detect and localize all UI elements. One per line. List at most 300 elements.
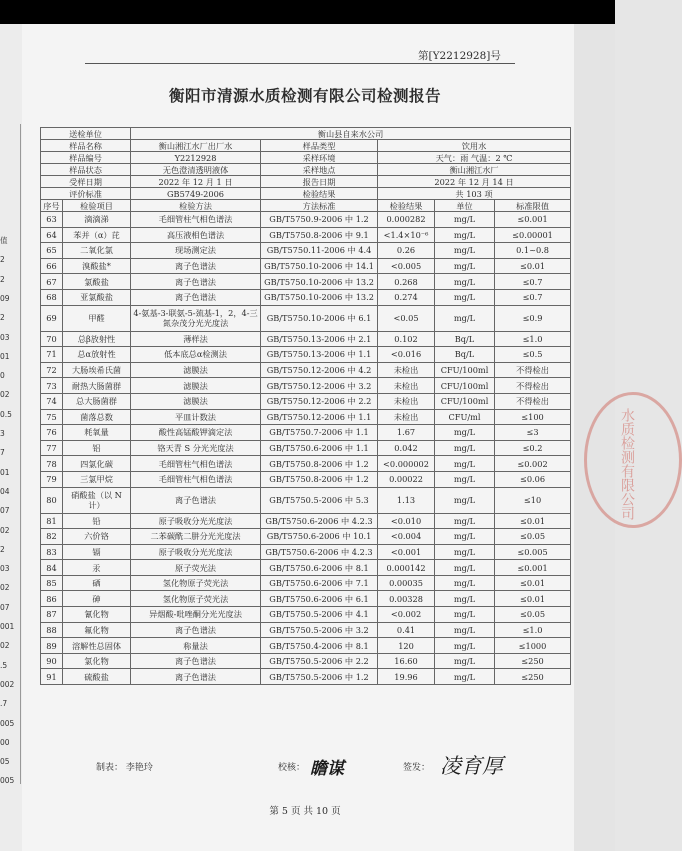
table-cell: 85 — [41, 575, 63, 591]
table-row — [41, 289, 571, 305]
table-cell: ≤250 — [495, 653, 571, 669]
table-cell: GB/T5750.6-2006 中 6.1 — [261, 591, 378, 607]
previous-page-value: 01 — [0, 467, 10, 477]
table-cell: 65 — [41, 243, 63, 259]
checker-label: 校核： — [278, 763, 306, 773]
table-cell: 总大肠菌群 — [63, 393, 131, 409]
report-number: 第[Y2212928]号 — [418, 50, 501, 62]
table-cell: 84 — [41, 560, 63, 576]
table-cell: 滤膜法 — [131, 362, 261, 378]
table-cell: 72 — [41, 362, 63, 378]
table-cell: 0.000282 — [378, 212, 435, 228]
table-cell: 0.268 — [378, 274, 435, 290]
sample-no-value: Y2212928 — [131, 152, 261, 164]
previous-page-value: .7 — [0, 699, 8, 709]
table-row — [41, 544, 571, 560]
table-cell: 不得检出 — [495, 393, 571, 409]
table-row — [41, 393, 571, 409]
table-cell: mg/L — [435, 638, 495, 654]
table-cell: <0.010 — [378, 513, 435, 529]
table-cell: GB/T5750.6-2006 中 4.2.3 — [261, 513, 378, 529]
table-cell: GB/T5750.10-2006 中 13.2 — [261, 274, 378, 290]
table-row — [41, 575, 571, 591]
table-cell: ≤0.005 — [495, 544, 571, 560]
table-cell: 平皿计数法 — [131, 409, 261, 425]
table-cell: 溴酸盐* — [63, 258, 131, 274]
previous-page-value: 值 — [0, 236, 8, 245]
table-cell: GB/T5750.10-2006 中 13.2 — [261, 289, 378, 305]
table-cell: 74 — [41, 393, 63, 409]
table-cell: 原子荧光法 — [131, 560, 261, 576]
previous-page-value: 03 — [0, 564, 10, 574]
table-cell: 未检出 — [378, 409, 435, 425]
table-cell: 三氯甲烷 — [63, 471, 131, 487]
table-row — [41, 227, 571, 243]
table-cell: 低本底总α检测法 — [131, 347, 261, 363]
table-cell: CFU/100ml — [435, 393, 495, 409]
table-cell: 70 — [41, 331, 63, 347]
table-cell: 未检出 — [378, 393, 435, 409]
table-cell: ≤3 — [495, 425, 571, 441]
table-row — [41, 607, 571, 623]
table-cell: 67 — [41, 274, 63, 290]
recv-date-value: 2022 年 12 月 1 日 — [131, 176, 261, 188]
table-cell: 毛细管柱气相色谱法 — [131, 212, 261, 228]
table-cell: 91 — [41, 669, 63, 685]
table-cell: <0.005 — [378, 258, 435, 274]
table-cell: mg/L — [435, 669, 495, 685]
previous-page-value: 001 — [0, 622, 15, 631]
previous-page-value: 7 — [0, 448, 5, 458]
table-cell: 离子色谱法 — [131, 289, 261, 305]
previous-page-value: 0.5 — [0, 409, 12, 419]
state-label: 样品状态 — [41, 164, 131, 176]
table-row — [41, 440, 571, 456]
table-cell: ≤0.01 — [495, 513, 571, 529]
table-cell: 称量法 — [131, 638, 261, 654]
table-cell: 68 — [41, 289, 63, 305]
table-cell: ≤0.06 — [495, 471, 571, 487]
table-row — [41, 653, 571, 669]
info-row — [41, 188, 571, 200]
info-row — [41, 164, 571, 176]
inspection-table — [40, 127, 571, 685]
table-cell: 71 — [41, 347, 63, 363]
header-cell: 检验结果 — [378, 200, 435, 212]
previous-page-value: .5 — [0, 660, 8, 670]
table-cell: ≤0.002 — [495, 456, 571, 472]
table-cell: 溶解性总固体 — [63, 638, 131, 654]
table-row — [41, 622, 571, 638]
table-cell: 亚氯酸盐 — [63, 289, 131, 305]
table-cell: mg/L — [435, 591, 495, 607]
table-cell: mg/L — [435, 274, 495, 290]
table-cell: 硫酸盐 — [63, 669, 131, 685]
table-cell: 不得检出 — [495, 362, 571, 378]
table-cell: mg/L — [435, 607, 495, 623]
table-cell: 氟化物 — [63, 622, 131, 638]
table-cell: 16.60 — [378, 653, 435, 669]
previous-page-value: 005 — [0, 776, 15, 786]
sample-name-label: 样品名称 — [41, 140, 131, 152]
table-cell: 苯并（α）芘 — [63, 227, 131, 243]
standard-value: GB5749-2006 — [131, 188, 261, 200]
signer-signature: 凌育厚 — [440, 754, 503, 778]
table-cell: 耐热大肠菌群 — [63, 378, 131, 394]
table-cell: mg/L — [435, 622, 495, 638]
table-cell: 0.274 — [378, 289, 435, 305]
table-cell: 66 — [41, 258, 63, 274]
table-cell: GB/T5750.5-2006 中 5.3 — [261, 487, 378, 513]
table-cell: mg/L — [435, 289, 495, 305]
table-cell: <0.002 — [378, 607, 435, 623]
table-cell: GB/T5750.5-2006 中 3.2 — [261, 622, 378, 638]
table-cell: GB/T5750.12-2006 中 4.2 — [261, 362, 378, 378]
table-cell: ≤100 — [495, 409, 571, 425]
table-row — [41, 378, 571, 394]
table-row — [41, 487, 571, 513]
table-cell: GB/T5750.6-2006 中 10.1 — [261, 529, 378, 545]
table-cell: CFU/100ml — [435, 362, 495, 378]
table-cell: 酸性高锰酸钾滴定法 — [131, 425, 261, 441]
table-cell: 菌落总数 — [63, 409, 131, 425]
table-cell: 二氧化氯 — [63, 243, 131, 259]
header-cell: 方法标准 — [261, 200, 378, 212]
table-cell: 87 — [41, 607, 63, 623]
table-cell: mg/L — [435, 544, 495, 560]
table-cell: GB/T5750.6-2006 中 4.2.3 — [261, 544, 378, 560]
table-cell: 69 — [41, 305, 63, 331]
table-cell: 硝酸盐（以 N 计） — [63, 487, 131, 513]
table-row — [41, 274, 571, 290]
table-cell: 78 — [41, 456, 63, 472]
sample-type-value: 饮用水 — [378, 140, 571, 152]
table-row — [41, 258, 571, 274]
table-row — [41, 409, 571, 425]
table-cell: GB/T5750.9-2006 中 1.2 — [261, 212, 378, 228]
table-cell: 0.00022 — [378, 471, 435, 487]
previous-page-value: 2 — [0, 274, 5, 284]
table-cell: 砷 — [63, 591, 131, 607]
table-cell: 离子色谱法 — [131, 653, 261, 669]
previous-page-value: 09 — [0, 293, 10, 303]
table-cell: ≤1.0 — [495, 331, 571, 347]
previous-page-value: 04 — [0, 486, 10, 496]
table-cell: ≤0.01 — [495, 258, 571, 274]
table-cell: 77 — [41, 440, 63, 456]
table-cell: 90 — [41, 653, 63, 669]
table-cell: GB/T5750.12-2006 中 2.2 — [261, 393, 378, 409]
table-cell: mg/L — [435, 513, 495, 529]
table-cell: ≤0.00001 — [495, 227, 571, 243]
table-cell: mg/L — [435, 305, 495, 331]
table-cell: mg/L — [435, 575, 495, 591]
table-cell: 薄样法 — [131, 331, 261, 347]
previous-page-edge — [0, 24, 22, 851]
table-cell: 异烟酸-吡唑酮分光光度法 — [131, 607, 261, 623]
table-cell: 73 — [41, 378, 63, 394]
table-cell: 铬天青 S 分光光度法 — [131, 440, 261, 456]
table-cell: 氰化物 — [63, 607, 131, 623]
info-row — [41, 128, 571, 140]
table-cell: ≤0.2 — [495, 440, 571, 456]
table-cell: GB/T5750.12-2006 中 3.2 — [261, 378, 378, 394]
table-cell: <0.05 — [378, 305, 435, 331]
table-cell: 硒 — [63, 575, 131, 591]
header-row — [41, 200, 571, 212]
header-cell: 序号 — [41, 200, 63, 212]
previous-page-value: 005 — [0, 718, 15, 728]
result-value: 共 103 项 — [378, 188, 571, 200]
previous-page-value: 2 — [0, 313, 5, 323]
table-cell: 离子色谱法 — [131, 669, 261, 685]
table-cell: mg/L — [435, 560, 495, 576]
table-cell: GB/T5750.5-2006 中 1.2 — [261, 669, 378, 685]
table-cell: GB/T5750.10-2006 中 6.1 — [261, 305, 378, 331]
header-rule — [85, 63, 515, 64]
table-cell: 64 — [41, 227, 63, 243]
official-seal-text: 水质检测有限公司 — [619, 408, 635, 520]
table-cell: 镉 — [63, 544, 131, 560]
table-cell: 88 — [41, 622, 63, 638]
table-cell: 二苯碳酰二肼分光光度法 — [131, 529, 261, 545]
table-cell: 0.1~0.8 — [495, 243, 571, 259]
previous-page-value: 07 — [0, 602, 10, 612]
table-cell: ≤0.05 — [495, 529, 571, 545]
table-row — [41, 347, 571, 363]
table-row — [41, 305, 571, 331]
table-cell: ≤0.001 — [495, 560, 571, 576]
table-cell: 汞 — [63, 560, 131, 576]
standard-label: 评价标准 — [41, 188, 131, 200]
table-cell: GB/T5750.5-2006 中 4.1 — [261, 607, 378, 623]
table-cell: 1.67 — [378, 425, 435, 441]
table-row — [41, 669, 571, 685]
top-black-bar — [0, 0, 615, 24]
table-row — [41, 529, 571, 545]
table-row — [41, 591, 571, 607]
report-date-value: 2022 年 12 月 14 日 — [378, 176, 571, 188]
table-cell: 高压液相色谱法 — [131, 227, 261, 243]
table-cell: 铝 — [63, 440, 131, 456]
table-cell: 氢化物原子荧光法 — [131, 575, 261, 591]
table-cell: 六价铬 — [63, 529, 131, 545]
table-cell: 86 — [41, 591, 63, 607]
table-cell: 不得检出 — [495, 378, 571, 394]
table-cell: GB/T5750.5-2006 中 2.2 — [261, 653, 378, 669]
page-number: 第 5 页 共 10 页 — [269, 806, 341, 817]
table-cell: GB/T5750.8-2006 中 9.1 — [261, 227, 378, 243]
previous-page-value: 00 — [0, 737, 10, 747]
table-cell: 原子吸收分光光度法 — [131, 544, 261, 560]
table-cell: 氯酸盐 — [63, 274, 131, 290]
sample-no-label: 样品编号 — [41, 152, 131, 164]
table-cell: 甲醛 — [63, 305, 131, 331]
previous-page-value: 3 — [0, 429, 5, 438]
signer-label: 签发： — [403, 763, 431, 773]
previous-page-value: 02 — [0, 583, 10, 593]
sample-name-value: 衡山湘江水厂出厂水 — [131, 140, 261, 152]
state-value: 无色澄清透明液体 — [131, 164, 261, 176]
table-cell: 4-氨基-3-联氨-5-巯基-1，2，4-三氮杂茂分光光度法 — [131, 305, 261, 331]
table-cell: <0.016 — [378, 347, 435, 363]
table-cell: <1.4×10⁻⁶ — [378, 227, 435, 243]
checker-signature: 瞻谋 — [310, 759, 344, 779]
location-label: 采样地点 — [261, 164, 378, 176]
table-row — [41, 362, 571, 378]
table-cell: Bq/L — [435, 347, 495, 363]
table-cell: 19.96 — [378, 669, 435, 685]
table-row — [41, 331, 571, 347]
table-cell: ≤0.001 — [495, 212, 571, 228]
table-cell: 离子色谱法 — [131, 487, 261, 513]
table-cell: mg/L — [435, 258, 495, 274]
table-cell: 总α放射性 — [63, 347, 131, 363]
table-cell: mg/L — [435, 471, 495, 487]
table-cell: mg/L — [435, 653, 495, 669]
table-cell: GB/T5750.6-2006 中 8.1 — [261, 560, 378, 576]
location-value: 衡山湘江水厂 — [378, 164, 571, 176]
info-row — [41, 152, 571, 164]
previous-page-value: 07 — [0, 506, 10, 516]
table-cell: <0.004 — [378, 529, 435, 545]
env-value: 天气：雨 气温：2 ℃ — [378, 152, 571, 164]
client-value: 衡山县自来水公司 — [131, 128, 571, 140]
previous-page-value: 01 — [0, 351, 10, 361]
table-cell: 总β放射性 — [63, 331, 131, 347]
table-cell: GB/T5750.12-2006 中 1.1 — [261, 409, 378, 425]
table-cell: 63 — [41, 212, 63, 228]
previous-page-value: 02 — [0, 641, 10, 651]
table-row — [41, 560, 571, 576]
table-cell: 滤膜法 — [131, 378, 261, 394]
table-cell: 氯化物 — [63, 653, 131, 669]
table-cell: 80 — [41, 487, 63, 513]
table-cell: mg/L — [435, 487, 495, 513]
table-cell: 83 — [41, 544, 63, 560]
table-cell: 氢化物原子荧光法 — [131, 591, 261, 607]
table-cell: 89 — [41, 638, 63, 654]
previous-page-value: 05 — [0, 757, 10, 767]
table-cell: 离子色谱法 — [131, 274, 261, 290]
table-cell: ≤0.5 — [495, 347, 571, 363]
table-cell: mg/L — [435, 425, 495, 441]
previous-page-value: 2 — [0, 544, 5, 554]
env-label: 采样环境 — [261, 152, 378, 164]
table-cell: 原子吸收分光光度法 — [131, 513, 261, 529]
table-cell: 铅 — [63, 513, 131, 529]
table-cell: 毛细管柱气相色谱法 — [131, 456, 261, 472]
info-row — [41, 140, 571, 152]
table-cell: ≤0.05 — [495, 607, 571, 623]
table-cell: mg/L — [435, 243, 495, 259]
table-cell: 76 — [41, 425, 63, 441]
table-cell: 0.102 — [378, 331, 435, 347]
table-row — [41, 471, 571, 487]
table-cell: 未检出 — [378, 378, 435, 394]
previous-page-value: 03 — [0, 332, 10, 342]
table-cell: 滤膜法 — [131, 393, 261, 409]
table-row — [41, 513, 571, 529]
table-cell: 0.26 — [378, 243, 435, 259]
table-cell: mg/L — [435, 456, 495, 472]
table-cell: Bq/L — [435, 331, 495, 347]
table-cell: 耗氧量 — [63, 425, 131, 441]
table-cell: 0.00328 — [378, 591, 435, 607]
table-cell: CFU/ml — [435, 409, 495, 425]
report-title: 衡阳市清源水质检测有限公司检测报告 — [168, 86, 441, 105]
table-cell: 毛细管柱气相色谱法 — [131, 471, 261, 487]
table-cell: 1.13 — [378, 487, 435, 513]
table-cell: 0.41 — [378, 622, 435, 638]
table-cell: GB/T5750.7-2006 中 1.1 — [261, 425, 378, 441]
table-cell: 75 — [41, 409, 63, 425]
table-cell: mg/L — [435, 212, 495, 228]
report-date-label: 报告日期 — [261, 176, 378, 188]
sample-type-label: 样品类型 — [261, 140, 378, 152]
table-cell: mg/L — [435, 529, 495, 545]
table-row — [41, 425, 571, 441]
table-cell: ≤0.9 — [495, 305, 571, 331]
table-cell: <0.001 — [378, 544, 435, 560]
table-cell: GB/T5750.13-2006 中 2.1 — [261, 331, 378, 347]
table-cell: 未检出 — [378, 362, 435, 378]
table-cell: GB/T5750.6-2006 中 1.1 — [261, 440, 378, 456]
table-row — [41, 243, 571, 259]
table-cell: GB/T5750.13-2006 中 1.1 — [261, 347, 378, 363]
table-cell: 0.000142 — [378, 560, 435, 576]
info-row — [41, 176, 571, 188]
table-cell: 79 — [41, 471, 63, 487]
table-row — [41, 212, 571, 228]
previous-page-value: 0 — [0, 371, 5, 381]
table-cell: 滴滴涕 — [63, 212, 131, 228]
table-cell: 82 — [41, 529, 63, 545]
table-cell: GB/T5750.10-2006 中 14.1 — [261, 258, 378, 274]
table-cell: GB/T5750.4-2006 中 8.1 — [261, 638, 378, 654]
table-cell: GB/T5750.8-2006 中 1.2 — [261, 456, 378, 472]
previous-page-value: 002 — [0, 679, 15, 689]
previous-page-value: 2 — [0, 255, 5, 265]
header-cell: 标准限值 — [495, 200, 571, 212]
table-cell: 离子色谱法 — [131, 258, 261, 274]
table-cell: ≤10 — [495, 487, 571, 513]
table-cell: ≤0.01 — [495, 591, 571, 607]
table-cell: <0.000002 — [378, 456, 435, 472]
table-cell: GB/T5750.6-2006 中 7.1 — [261, 575, 378, 591]
table-cell: 81 — [41, 513, 63, 529]
maker-label: 制表： 李艳玲 — [96, 763, 153, 773]
table-cell: 离子色谱法 — [131, 622, 261, 638]
header-cell: 检验方法 — [131, 200, 261, 212]
table-cell: 大肠埃希氏菌 — [63, 362, 131, 378]
table-cell: mg/L — [435, 227, 495, 243]
table-cell: ≤0.7 — [495, 289, 571, 305]
table-cell: ≤0.01 — [495, 575, 571, 591]
table-cell: 120 — [378, 638, 435, 654]
table-cell: 0.042 — [378, 440, 435, 456]
table-cell: mg/L — [435, 440, 495, 456]
header-cell: 检验项目 — [63, 200, 131, 212]
previous-page-value: 02 — [0, 390, 10, 400]
table-cell: GB/T5750.11-2006 中 4.4 — [261, 243, 378, 259]
result-label: 检验结果 — [261, 188, 378, 200]
table-cell: ≤250 — [495, 669, 571, 685]
table-cell: 现场测定法 — [131, 243, 261, 259]
table-row — [41, 456, 571, 472]
table-cell: 四氯化碳 — [63, 456, 131, 472]
header-cell: 单位 — [435, 200, 495, 212]
